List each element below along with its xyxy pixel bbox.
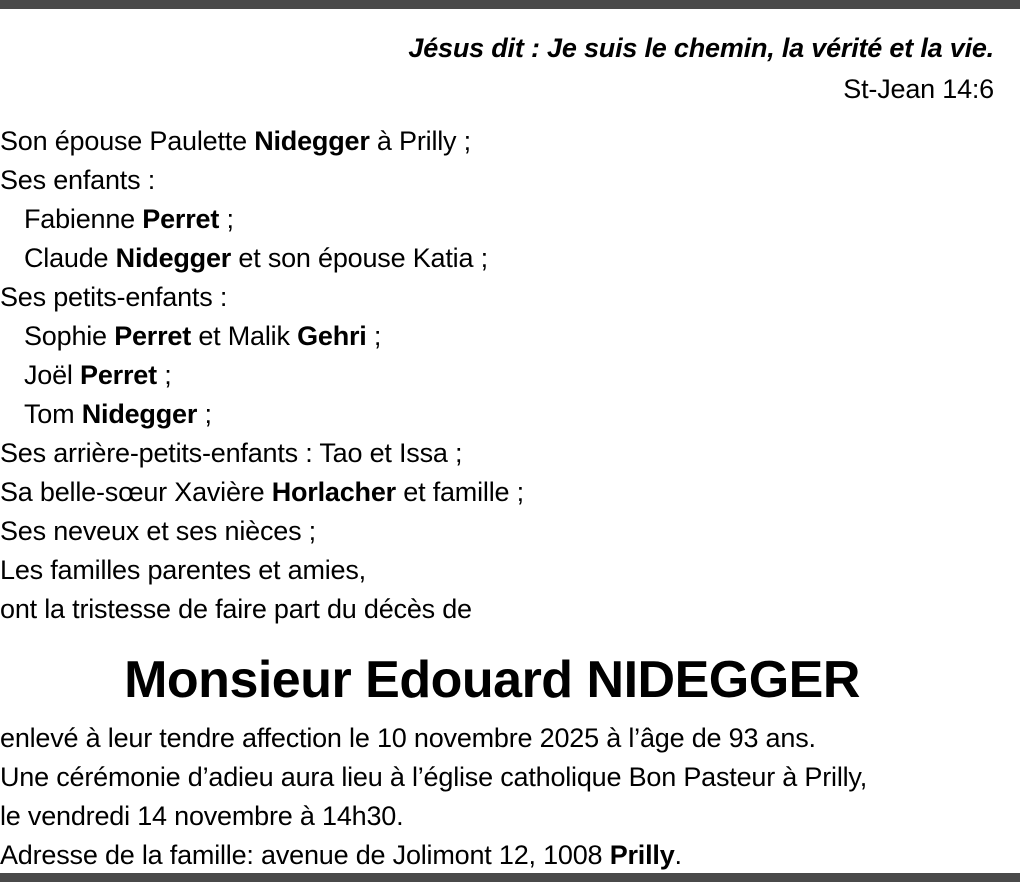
notice-content xyxy=(0,9,1020,873)
ceremony-line: Adresse de la famille: avenue de Jolimont 12, 1008 Prilly. xyxy=(0,840,682,870)
scripture-reference: St-Jean 14:6 xyxy=(843,74,994,104)
ceremony-line: enlevé à leur tendre affection le 10 novembre 2025 à l’âge de 93 ans. xyxy=(0,723,816,753)
deceased-name: Monsieur Edouard NIDEGGER xyxy=(124,651,860,709)
family-line: Ses neveux et ses nièces ; xyxy=(0,516,316,546)
ceremony-details xyxy=(0,719,994,875)
family-line: Sophie Perret et Malik Gehri ; xyxy=(24,321,382,351)
family-line: Sa belle-sœur Xavière Horlacher et famille ; xyxy=(0,477,524,507)
ceremony-line: le vendredi 14 novembre à 14h30. xyxy=(0,801,404,831)
family-line: Ses arrière-petits-enfants : Tao et Issa ; xyxy=(0,438,463,468)
bottom-divider xyxy=(0,873,1020,882)
family-line: Joël Perret ; xyxy=(24,360,172,390)
family-line: ont la tristesse de faire part du décès de xyxy=(0,594,472,624)
family-line: Les familles parentes et amies, xyxy=(0,555,366,585)
top-divider xyxy=(0,0,1020,9)
family-line: Ses enfants : xyxy=(0,165,155,195)
family-line: Tom Nidegger ; xyxy=(24,399,212,429)
family-line: Claude Nidegger et son épouse Katia ; xyxy=(24,243,488,273)
family-line: Fabienne Perret ; xyxy=(24,204,234,234)
family-line: Son épouse Paulette Nidegger à Prilly ; xyxy=(0,126,471,156)
family-line: Ses petits-enfants : xyxy=(0,282,228,312)
scripture-quote: Jésus dit : Je suis le chemin, la vérité et la vie. xyxy=(408,33,994,63)
family-list xyxy=(0,122,994,629)
ceremony-line: Une cérémonie d’adieu aura lieu à l’église catholique Bon Pasteur à Prilly, xyxy=(0,762,868,792)
